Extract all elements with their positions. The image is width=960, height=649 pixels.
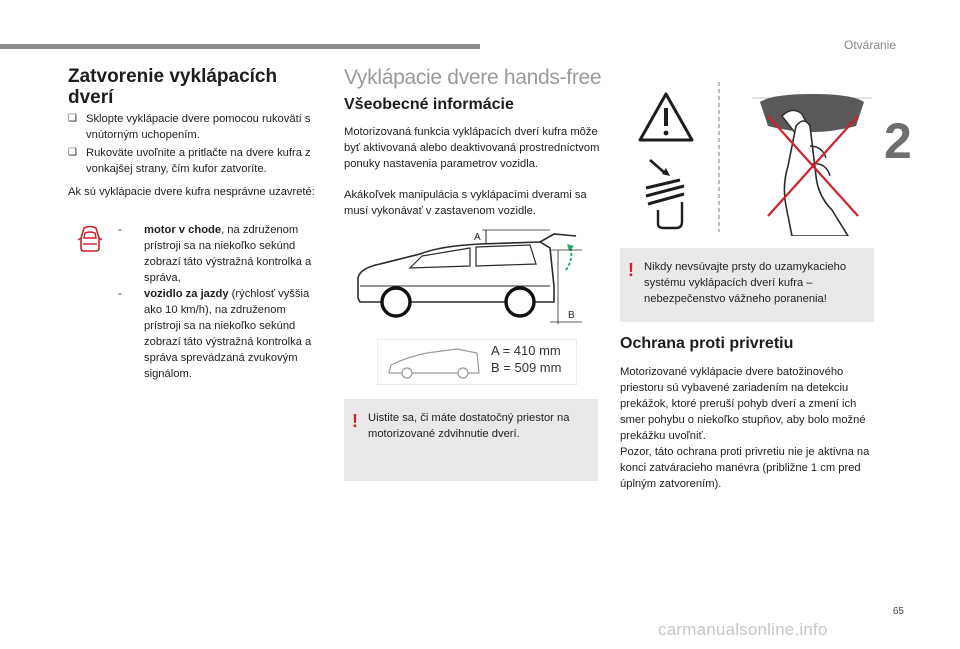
watermark: carmanualsonline.info	[658, 620, 828, 639]
list-item: ❑ Rukoväte uvoľnite a pritlačte na dvere kufra z vonkajšej strany, čím kufor zatvoríte.	[68, 147, 311, 175]
top-rule	[0, 44, 480, 49]
prohibited-finger-icon	[752, 86, 872, 236]
closing-steps	[68, 111, 323, 179]
note-clearance: ! Uistite sa, či máte dostatočný priestor na motorizované zdvihnutie dverí.	[344, 399, 598, 481]
checkbox-bullet-icon: ❑	[68, 147, 77, 158]
subtitle-general: Všeobecné informácie	[344, 96, 514, 113]
hand-press-icon	[646, 160, 684, 228]
section-title-closing: Zatvorenie vyklápacích dverí	[68, 66, 278, 108]
warning-conditions	[118, 222, 318, 382]
note-no-fingers: ! Nikdy nevsúvajte prsty do uzamykacieho systému vyklápacích dverí kufra – nebezpečenstvo vážneho poranenia!	[620, 248, 874, 322]
list-item: - vozidlo za jazdy (rýchlosť vyššia ako 10 km/h), na združenom prístroji sa na niekoľko sekúnd zobrazí táto výstražná kontrolka a správa sprevádzaná zvukovým signálom.	[118, 288, 312, 380]
dimension-a: A = 410 mm	[491, 343, 561, 358]
checkbox-bullet-icon: ❑	[68, 113, 77, 124]
general-paragraph-2: Akákoľvek manipulácia s vyklápacími dverami sa musí vykonávať v zastavenom vozidle.	[344, 189, 587, 217]
dim-label-b: B	[568, 310, 575, 321]
warning-triangle-icon	[640, 94, 692, 140]
dim-label-a: A	[474, 232, 481, 243]
closing-intro: Ak sú vyklápacie dvere kufra nesprávne uzavreté:	[68, 186, 315, 198]
list-item: ❑ Sklopte vyklápacie dvere pomocou rukovätí s vnútorným uchopením.	[68, 113, 311, 141]
anti-pinch-paragraph-2: Pozor, táto ochrana proti privretiu nie je aktívna na konci zatváracieho manévra (približne 1 cm pred úplným zatvorením).	[620, 446, 870, 490]
dimension-b: B = 509 mm	[491, 360, 562, 375]
anti-pinch-paragraph-1: Motorizované vyklápacie dvere batožinového priestoru sú vybavené zariadením na detekciu prekážok, ktoré preruší pohyb dverí a zmení ich smer pohybu o niekoľko stupňov, aby bolo možné prekážku uvoľniť.	[620, 366, 866, 442]
section-title-hands-free: Vyklápacie dvere hands-free	[344, 66, 602, 89]
warning-exclamation-icon: !	[628, 260, 634, 280]
figure-divider	[718, 82, 720, 232]
list-item: - motor v chode, na združenom prístroji sa na niekoľko sekúnd zobrazí táto výstražná kontrolka a správa,	[118, 224, 312, 284]
general-paragraph-1: Motorizovaná funkcia vyklápacích dverí kufra môže byť aktivovaná alebo deaktivovaná prostredníctvom ponuky nastavenia parametrov vozidla.	[344, 126, 600, 170]
warning-exclamation-icon: !	[352, 411, 358, 431]
subtitle-anti-pinch: Ochrana proti privretiu	[620, 335, 794, 352]
chapter-number: 2	[884, 113, 912, 169]
car-tailgate-open-icon	[78, 224, 102, 254]
tailgate-clearance-diagram	[350, 226, 590, 326]
safety-pictograms	[636, 90, 716, 230]
section-label: Otváranie	[843, 38, 897, 52]
page-number: 65	[892, 606, 904, 617]
